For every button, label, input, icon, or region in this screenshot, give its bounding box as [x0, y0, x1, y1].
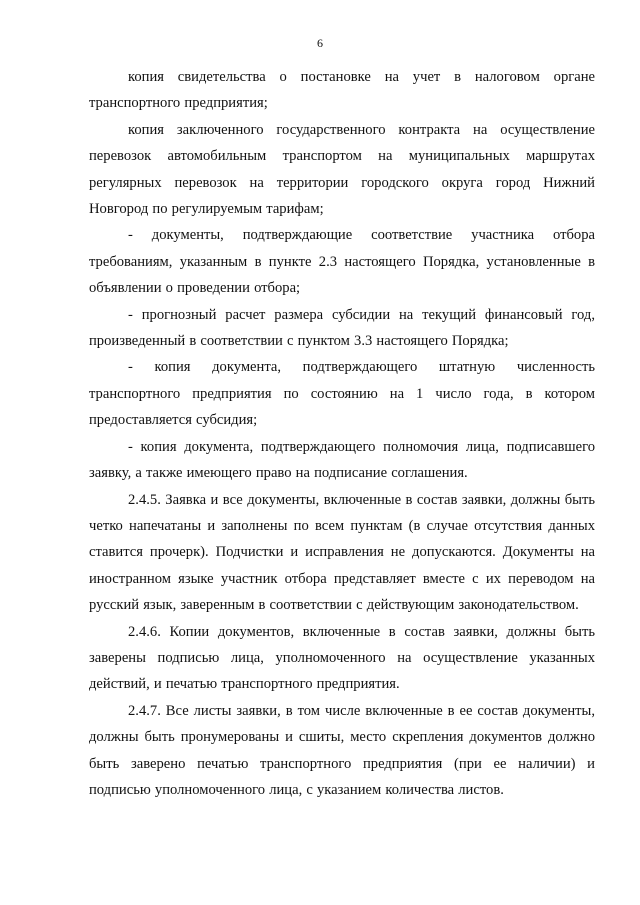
paragraph-signatory-authority: - копия документа, подтверждающего полномочия лица, подписавшего заявку, а также имеющего право на подписание соглашения.: [89, 438, 595, 482]
paragraph-compliance-documents: - документы, подтверждающие соответствие участника отбора требованиям, указанным в пункте 2.3 настоящего Порядка, установленные в объявлении о проведении отбора;: [89, 227, 595, 297]
paragraph-staff-headcount: - копия документа, подтверждающего штатную численность транспортного предприятия по состоянию на 1 число года, в котором предоставляется субсидия;: [89, 359, 595, 429]
page-number: 6: [317, 36, 323, 50]
paragraph-subsidy-forecast: - прогнозный расчет размера субсидии на текущий финансовый год, произведенный в соответствии с пунктом 3.3 настоящего Порядка;: [89, 306, 595, 350]
paragraph-2-4-5: 2.4.5. Заявка и все документы, включенные в состав заявки, должны быть четко напечатаны и заполнены по всем пунктам (в случае отсутствия данных ставится прочерк). Подчистки и исправления не допускаются. Документы на иностранном языке участник отбора представляет вместе с их переводом на русский язык, заверенным в соответствии с действующим законодательством.: [89, 491, 595, 614]
paragraph-2-4-7: 2.4.7. Все листы заявки, в том числе включенные в ее состав документы, должны быть пронумерованы и сшиты, место скрепления документов должно быть заверено печатью транспортного предприятия (при ее наличии) и подписью уполномоченного лица, с указанием количества листов.: [89, 702, 595, 798]
document-body: [89, 64, 595, 803]
paragraph-state-contract: копия заключенного государственного контракта на осуществление перевозок автомобильным транспортом на муниципальных маршрутах регулярных перевозок на территории городского округа город Нижний Новгород по регулируемым тарифам;: [89, 121, 595, 218]
paragraph-2-4-6: 2.4.6. Копии документов, включенные в состав заявки, должны быть заверены подписью лица, уполномоченного на осуществление указанных действий, и печатью транспортного предприятия.: [89, 623, 595, 693]
paragraph-tax-registration: копия свидетельства о постановке на учет в налоговом органе транспортного предприятия;: [89, 69, 595, 112]
